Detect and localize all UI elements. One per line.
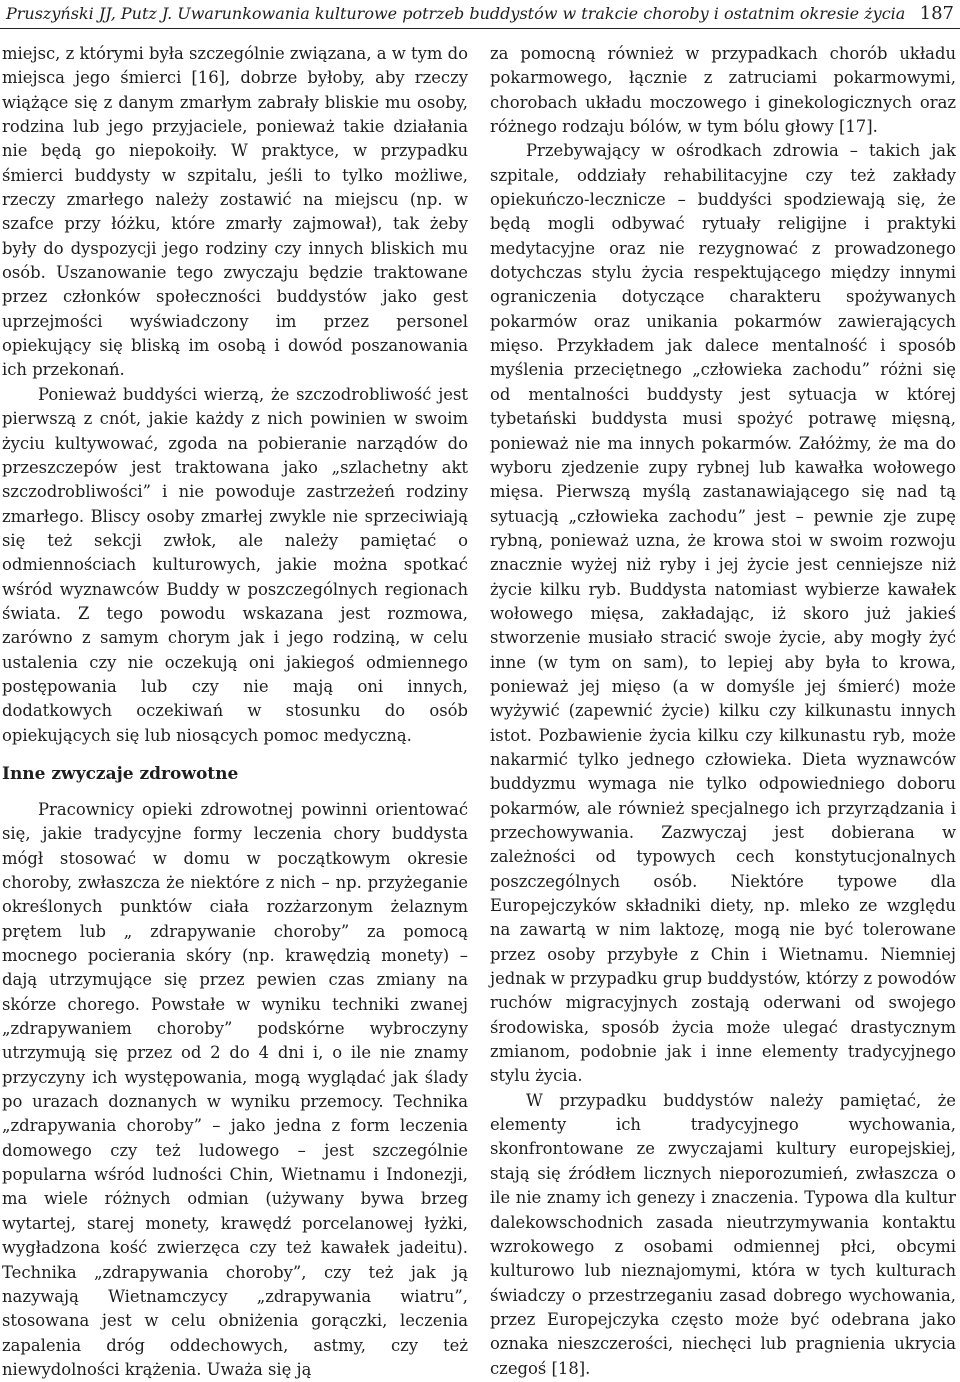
paragraph: Ponieważ buddyści wierzą, że szczodrobliwość jest pierwszą z cnót, jakie każdy z nich powinien w swoim życiu kultywować, zgoda na pobieranie narządów do przeszczepów jest traktowana jako „szlachetny akt szczodrobliwości” i nie powoduje zastrzeżeń rodziny zmarłego. Bliscy osoby zmarłej zwykle nie sprzeciwiają się też sekcji zwłok, ale należy pamiętać o odmiennościach kulturowych, jakie można spotkać wśród wyznawców Buddy w poszczególnych regionach świata. Z tego powodu wskazana jest rozmowa, zarówno z samym chorym jak i jego rodziną, w celu ustalenia czy nie oczekują oni jakiegoś odmiennego postępowania lub czy nie mają oni innych, dodatkowych oczekiwań w stosunku do osób opiekujących się lub niosących pomoc medyczną. — [2, 384, 468, 745]
paragraph: Przebywający w ośrodkach zdrowia – takich jak szpitale, oddziały rehabilitacyjne czy też zakłady opiekuńczo-lecznicze – buddyści spodziewają się, że będą mogli odbywać rytuały religijne i praktyki medytacyjne oraz nie rezygnować z prowadzonego dotychczas stylu życia respektującego między innymi ograniczenia dotyczące charakteru spożywanych pokarmów oraz unikania pokarmów zawierających mięso. Przykładem jak dalece mentalność i sposób myślenia przeciętnego „człowieka zachodu” różni się od mentalności buddysty jest sytuacja w której tybetański buddysta musi spożyć potrawę mięsną, ponieważ nie ma innych pokarmów. Załóżmy, że ma do wyboru zjedzenie zupy rybnej lub kawałka wołowego mięsa. Pierwszą myślą zastanawiającego się nad tą sytuacją „człowieka zachodu” jest – pewnie zje zupę rybną, ponieważ uzna, że krowa stoi w swoim rozwoju znacznie wyżej niż ryby i jej życie jest cenniejsze niż życie kilku ryb. Buddysta natomiast wybierze kawałek wołowego mięsa, zakładając, iż skoro już jakieś stworzenie musiało stracić swoje życie, aby mogły żyć inne (w tym on sam), to lepiej aby była to krowa, ponieważ jej mięso (a w domyśle jej śmierć) może wyżywić (zapewnić życie) kilku czy kilkunastu innych istot. Pozbawienie życia kilku czy kilkunastu ryb, może nakarmić tylko jednego człowieka. Dieta wyznawców buddyzmu wymaga nie tylko odpowiedniego doboru pokarmów, ale również specjalnego ich przyrządzania i przechowywania. Zazwyczaj jest dobierana w zależności od typowych cech konstytucjonalnych poszczególnych osób. Niektóre typowe dla Europejczyków składniki diety, np. mleko ze względu na zawartą w nim laktozę, mogą nie być tolerowane przez osoby przybyłe z Chin i Wietnamu. Niemniej jednak w przypadku grup buddystów, którzy z powodów ruchów migracyjnych zostają oderwani od swojego środowiska, sposób życia może ulegać drastycznym zmianom, podobnie jak i inne elementy tradycyjnego stylu życia. — [490, 141, 956, 1086]
paragraph: Pracownicy opieki zdrowotnej powinni orientować się, jakie tradycyjne formy leczenia chory buddysta mógł stosować w domu w początkowym okresie choroby, zwłaszcza że niektóre z nich – np. przyżeganie określonych punktów ciała rozżarzonym żelaznym prętem lub „ zdrapywanie choroby” za pomocą mocnego pocierania skóry (np. krawędzią monety) – dają utrzymujące się przez pewien czas zmiany na skórze chorego. Powstałe w wyniku techniki zwanej „zdrapywaniem choroby” podskórne wybroczyny utrzymują się przez od 2 do 4 dni i, o ile nie znamy przyczyny ich występowania, mogą wyglądać jak ślady po urazach doznanych w wyniku przemocy. Technika „zdrapywania choroby” – jako jedna z form leczenia domowego czy też ludowego – jest szczególnie popularna wśród ludności Chin, Wietnamu i Indonezji, ma wiele różnych odmian (używany bywa brzeg wytartej, starej monety, krawędź porcelanowej łyżki, wygładzona kość zwierzęca czy też kawałek jadeitu). Technika „zdrapywania choroby”, czy też jak ją nazywają Wietnamczycy „zdrapywania wiatru”, stosowana jest w celu obniżenia gorączki, leczenia zapalenia dróg oddechowych, astmy, czy też niewydolności krążenia. Uważa się ją — [2, 799, 468, 1379]
right-column — [490, 42, 956, 1381]
running-title: Pruszyński JJ, Putz J. Uwarunkowania kulturowe potrzeb buddystów w trakcie choroby i ostatnim okresie życia — [6, 4, 906, 23]
section-heading: Inne zwyczaje zdrowotne — [2, 763, 239, 784]
running-header — [6, 2, 954, 26]
header-rule — [0, 28, 960, 29]
paragraph: za pomocną również w przypadkach chorób układu pokarmowego, łącznie z zatruciami pokarmowymi, chorobach układu moczowego i ginekologicznych oraz różnego rodzaju bólów, w tym bólu głowy [17]. — [490, 44, 956, 137]
paragraph: W przypadku buddystów należy pamiętać, że elementy ich tradycyjnego wychowania, skonfrontowane ze zwyczajami kultury europejskiej, stają się źródłem licznych nieporozumień, zwłaszcza o ile nie znamy ich genezy i znaczenia. Typowa dla kultur dalekowschodnich zasada nieutrzymywania kontaktu wzrokowego z osobami odmiennej płci, obcymi kulturowo lub nieznajomymi, która w tych kulturach świadczy o przestrzeganiu zasad dobrego wychowania, przez Europejczyka często może być odebrana jako oznaka nieszczerości, niechęci lub pragnienia ukrycia czegoś [18]. — [490, 1090, 956, 1378]
paragraph: miejsc, z którymi była szczególnie związana, a w tym do miejsca jego śmierci [16], dobrze byłoby, aby rzeczy wiążące się z danym zmarłym zabrały bliskie mu osoby, rodzina lub jego przyjaciele, ponieważ takie działania nie będą go niepokoiły. W praktyce, w przypadku śmierci buddysty w szpitalu, jeśli to tylko możliwe, rzeczy zmarłego należy zostawić na miejscu (np. w szafce przy łóżku, które zmarły zajmował), tak żeby były do dyspozycji jego rodziny czy innych bliskich mu osób. Uszanowanie tego zwyczaju będzie traktowane przez członków społeczności buddystów jako gest uprzejmości wyświadczony im przez personel opiekujący się bliską im osobą i dowód poszanowania ich przekonań. — [2, 44, 468, 380]
left-column — [2, 42, 468, 1382]
page-number: 187 — [919, 3, 954, 24]
